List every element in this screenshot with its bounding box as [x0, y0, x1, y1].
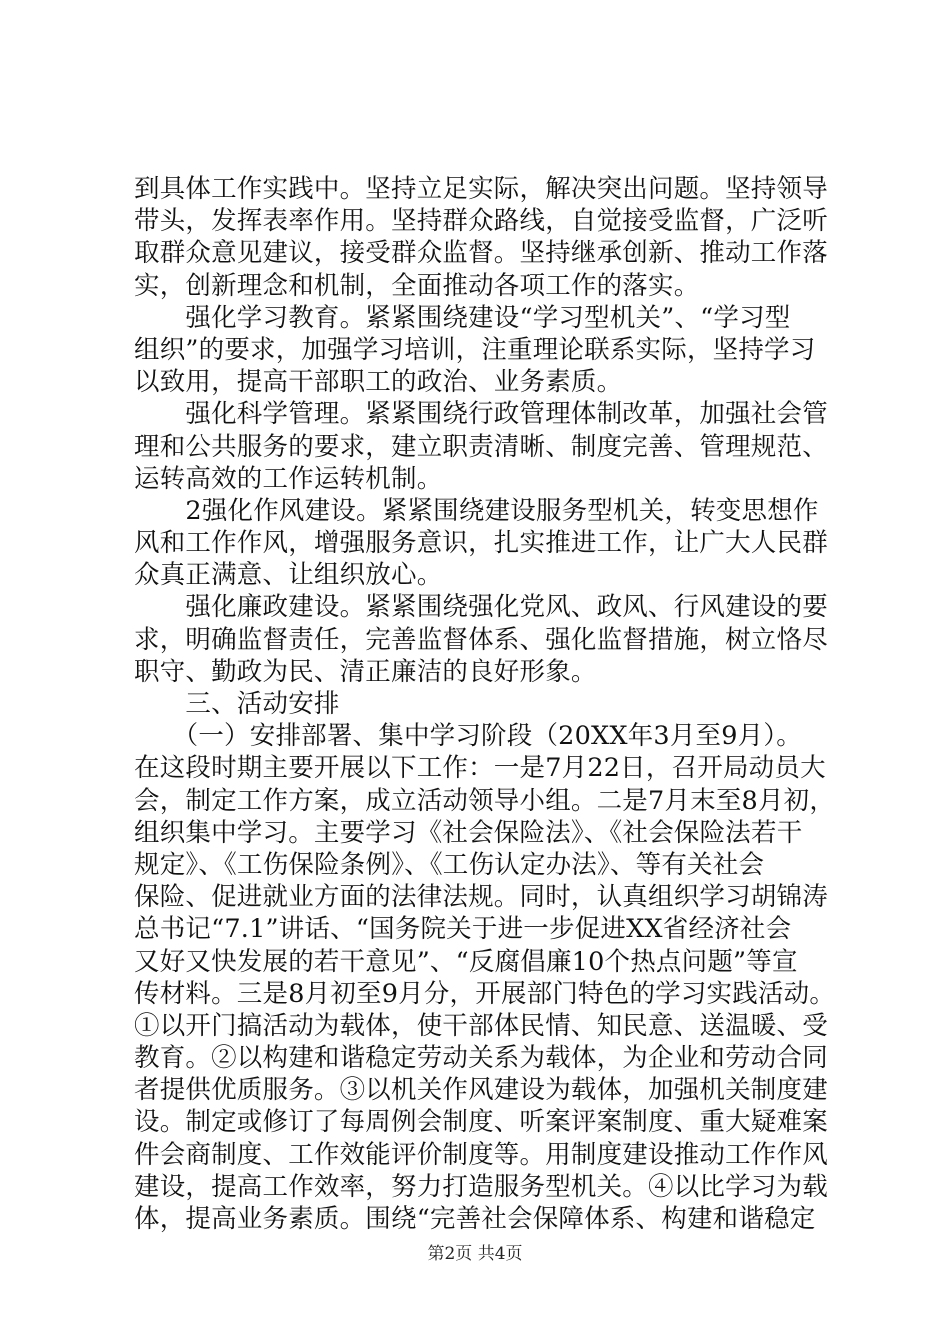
text-line: 取群众意见建议，接受群众监督。坚持继承创新、推动工作落 — [134, 238, 828, 269]
section-heading: 三、活动安排 — [134, 689, 340, 719]
text-line: 求，明确监督责任，完善监督体系、强化监督措施，树立恪尽 — [134, 624, 828, 655]
document-body — [134, 173, 834, 1235]
text-line: 职守、勤政为民、清正廉洁的良好形象。 — [134, 656, 597, 687]
text-line: 到具体工作实践中。坚持立足实际，解决突出问题。坚持领导 — [134, 174, 828, 204]
text-line: 风和工作作风，增强服务意识，扎实推进工作，让广大人民群 — [134, 528, 828, 559]
page-footer: 第2页 共4页 — [427, 1244, 523, 1264]
text-line: 强化科学管理。紧紧围绕行政管理体制改革，加强社会管 — [134, 399, 828, 430]
text-line: 2强化作风建设。紧紧围绕建设服务型机关，转变思想作 — [134, 495, 819, 526]
text-line: （一）安排部署、集中学习阶段（20XX年3月至9月）。 — [134, 721, 803, 752]
text-line: 设。制定或修订了每周例会制度、听案评案制度、重大疑难案 — [134, 1107, 828, 1138]
text-line: ①以开门搞活动为载体，使干部体民情、知民意、送温暖、受 — [134, 1010, 828, 1041]
text-line: 会，制定工作方案，成立活动领导小组。二是7月末至8月初， — [134, 785, 836, 816]
text-line: 教育。②以构建和谐稳定劳动关系为载体，为企业和劳动合同 — [134, 1043, 828, 1074]
text-line: 建设，提高工作效率，努力打造服务型机关。④以比学习为载 — [134, 1171, 828, 1202]
text-line: 在这段时期主要开展以下工作：一是7月22日，召开局动员大 — [134, 753, 826, 784]
text-line: 总书记“7.1”讲话、“国务院关于进一步促进XX省经济社会 — [134, 914, 792, 945]
text-line: 传材料。三是8月初至9月分，开展部门特色的学习实践活动。 — [134, 978, 836, 1009]
text-line: 实，创新理念和机制，全面推动各项工作的落实。 — [134, 270, 700, 301]
text-line: 带头，发挥表率作用。坚持群众路线，自觉接受监督，广泛听 — [134, 206, 828, 237]
text-line: 保险、促进就业方面的法律法规。同时，认真组织学习胡锦涛 — [134, 882, 828, 913]
text-line: 件会商制度、工作效能评价制度等。用制度建设推动工作作风 — [134, 1139, 828, 1170]
text-line: 理和公共服务的要求，建立职责清晰、制度完善、管理规范、 — [134, 431, 828, 462]
text-line: 组织”的要求，加强学习培训，注重理论联系实际，坚持学习 — [134, 334, 816, 365]
text-line: 众真正满意、让组织放心。 — [134, 560, 443, 591]
text-line: 者提供优质服务。③以机关作风建设为载体，加强机关制度建 — [134, 1075, 828, 1106]
text-line: 组织集中学习。主要学习《社会保险法》、《社会保险法若干 — [134, 817, 803, 848]
text-line: 规定》、《工伤保险条例》、《工伤认定办法》、等有关社会 — [134, 849, 765, 880]
text-line: 体，提高业务素质。围绕“完善社会保障体系、构建和谐稳定 — [134, 1204, 816, 1234]
text-line: 又好又快发展的若干意见”、“反腐倡廉10个热点问题”等宣 — [134, 946, 798, 977]
text-line: 运转高效的工作运转机制。 — [134, 463, 443, 494]
text-line: 强化廉政建设。紧紧围绕强化党风、政风、行风建设的要 — [134, 592, 828, 623]
text-line: 以致用，提高干部职工的政治、业务素质。 — [134, 367, 623, 398]
text-line: 强化学习教育。紧紧围绕建设“学习型机关”、“学习型 — [134, 302, 791, 333]
